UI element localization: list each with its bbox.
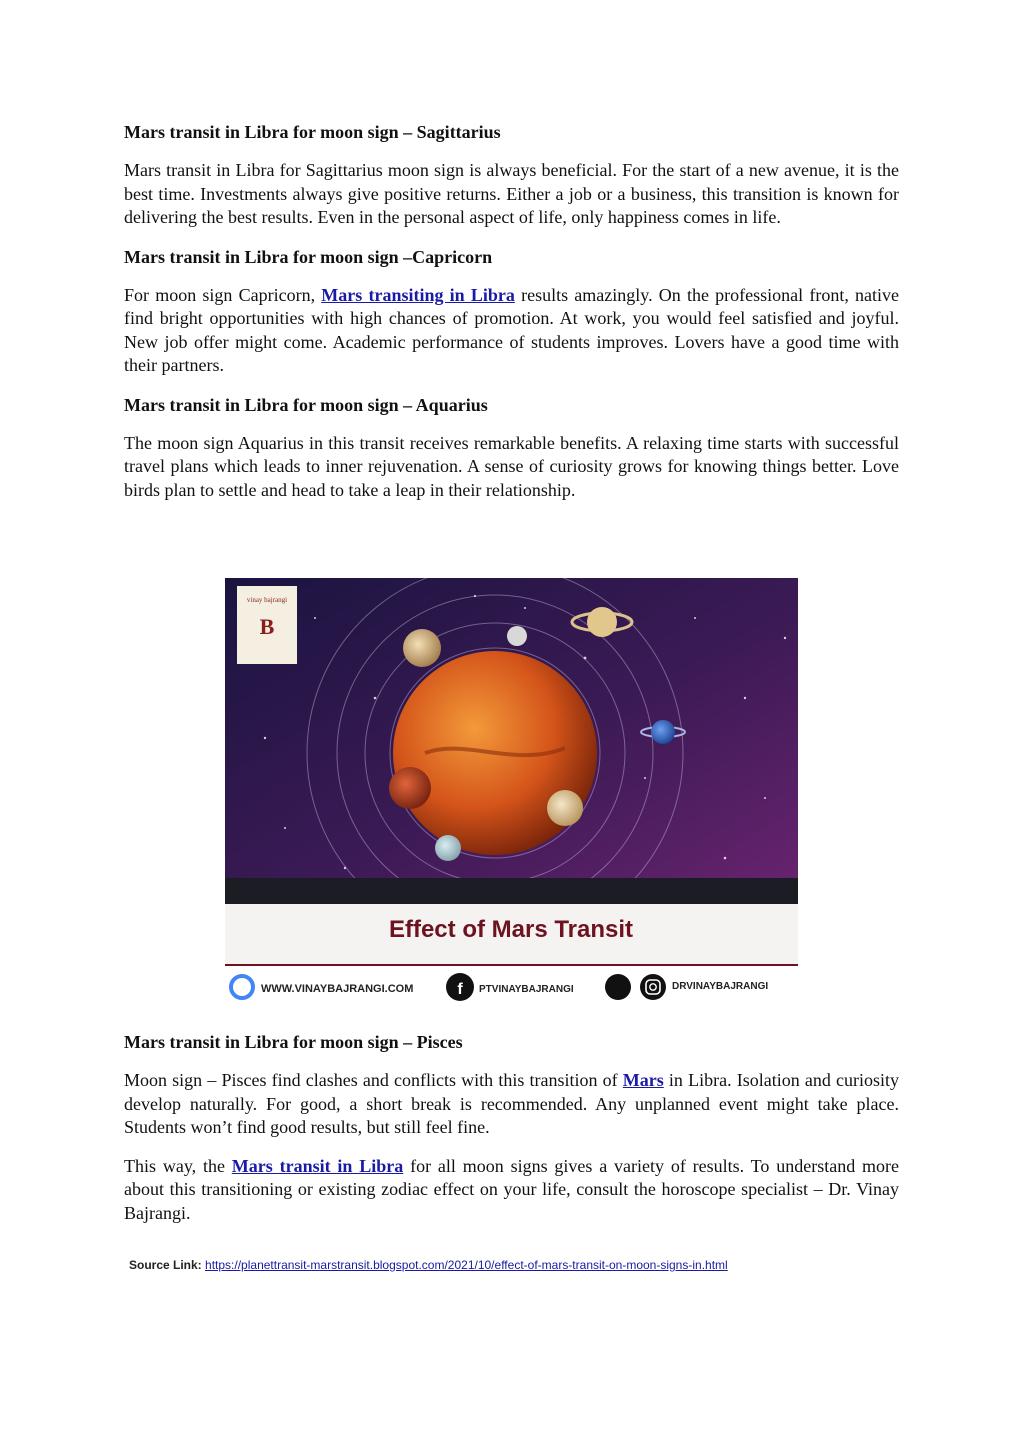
source-url-link[interactable]: https://planettransit-marstransit.blogspot.com/2021/10/effect-of-mars-transit-on-moon-signs-in.html xyxy=(205,1258,728,1272)
text-span: For moon sign Capricorn, xyxy=(124,284,322,305)
mars-transit-image xyxy=(225,578,798,1009)
text-span: results amazingly. On the professional front, native find bright opportunities with high chances of promotion. At work, you would feel satisfied and joyful. New job offer might come. Academic performance of students improves. Lovers have a good time with their partners. xyxy=(124,284,899,375)
text-span: This way, the xyxy=(124,1155,232,1176)
paragraph-aquarius: The moon sign Aquarius in this transit receives remarkable benefits. A relaxing time starts with successful travel plans which leads to inner rejuvenation. A sense of curiosity grows for knowing things better. Love birds plan to settle and head to take a leap in their relationship. xyxy=(124,432,899,500)
heading-aquarius: Mars transit in Libra for moon sign – Aquarius xyxy=(124,394,488,415)
text-span: in Libra. Isolation and curiosity develop naturally. For good, a short break is recommended. Any unplanned event might take place. Students won’t find good results, but still feel fine. xyxy=(124,1070,900,1137)
source-line xyxy=(129,1258,728,1272)
text-span: Moon sign – Pisces find clashes and conflicts with this transition of xyxy=(124,1070,623,1090)
mars-transit-illustration xyxy=(225,578,798,1009)
text-span: for all moon signs gives a variety of results. To understand more about this transitioning or existing zodiac effect on your life, consult the horoscope specialist – Dr. Vinay Bajrangi. xyxy=(124,1155,900,1223)
paragraph-sagittarius: Mars transit in Libra for Sagittarius moon sign is always beneficial. For the start of a new avenue, it is the best time. Investments always give positive returns. Either a job or a business, this transition is known for delivering the best results. Even in the personal aspect of life, only happiness comes in life. xyxy=(124,160,899,227)
source-label: Source Link: xyxy=(129,1258,202,1272)
heading-pisces: Mars transit in Libra for moon sign – Pisces xyxy=(124,1032,463,1052)
paragraph-capricorn xyxy=(124,284,899,378)
article-body-lower xyxy=(124,1030,899,1225)
social-text: DRVINAYBAJRANGI xyxy=(672,981,769,992)
heading-capricorn: Mars transit in Libra for moon sign –Capricorn xyxy=(124,246,493,267)
logo-text: vinay bajrangi xyxy=(246,596,288,604)
svg-text:f: f xyxy=(457,981,463,998)
heading-sagittarius: Mars transit in Libra for moon sign – Sagittarius xyxy=(124,122,501,142)
paragraph-pisces xyxy=(124,1069,899,1140)
paragraph-closing xyxy=(124,1155,899,1226)
mars-transit-libra-link[interactable]: Mars transit in Libra xyxy=(231,1155,404,1176)
article-body xyxy=(124,120,899,502)
mars-transiting-link[interactable]: Mars transiting in Libra xyxy=(321,284,515,305)
website-text: WWW.VINAYBAJRANGI.COM xyxy=(261,983,414,995)
mars-link[interactable]: Mars xyxy=(622,1070,664,1090)
facebook-text: PTVINAYBAJRANGI xyxy=(479,984,574,995)
figure-title: Effect of Mars Transit xyxy=(388,916,634,943)
svg-text:B: B xyxy=(259,614,275,639)
vinay-bajrangi-logo xyxy=(237,586,297,664)
